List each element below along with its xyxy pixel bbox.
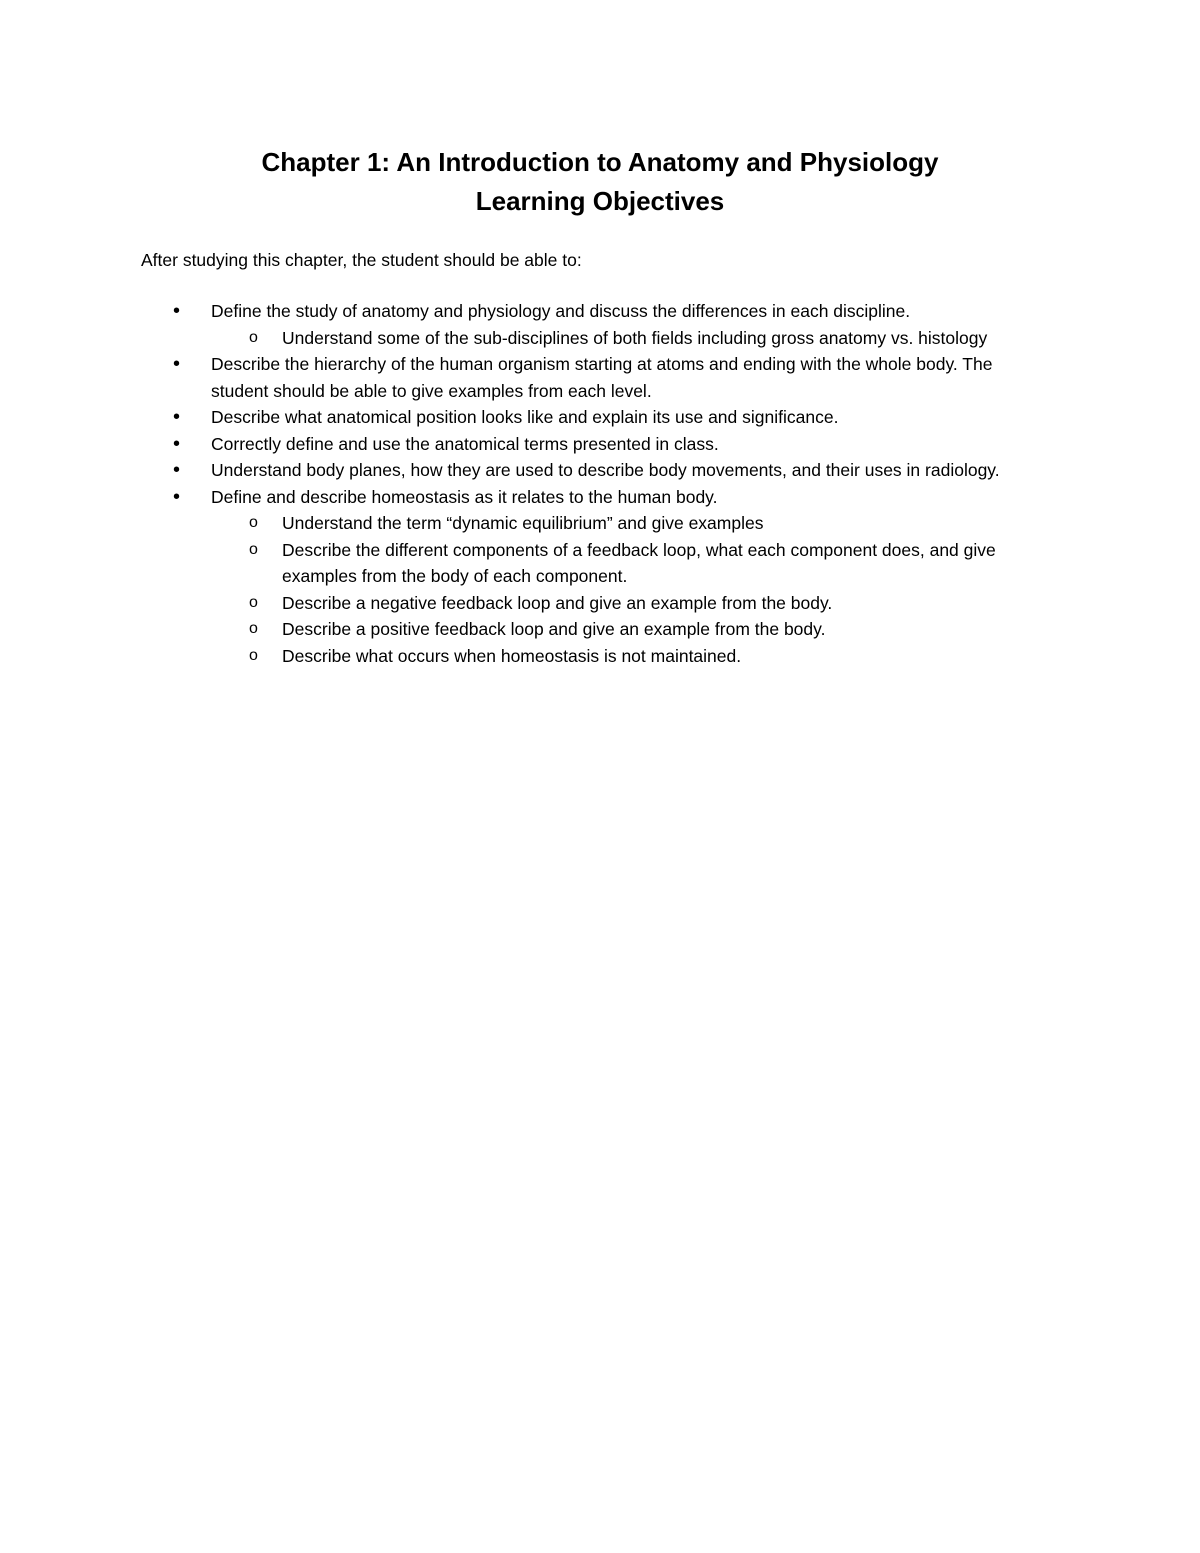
sub-objective-item — [0, 643, 1057, 670]
sub-objective-item — [0, 537, 1057, 590]
sub-bullet-marker: o — [249, 514, 258, 531]
sub-objective-item — [0, 510, 1057, 537]
chapter-title: Chapter 1: An Introduction to Anatomy and Physiology — [261, 147, 939, 177]
objective-item — [0, 431, 1041, 458]
section-title: Learning Objectives — [475, 186, 725, 216]
objective-text: Describe what anatomical position looks like and explain its use and significance. — [211, 407, 839, 427]
sub-bullet-marker: o — [249, 540, 258, 558]
objective-text: Describe a positive feedback loop and give an example from the body. — [282, 619, 826, 639]
bullet-marker: • — [173, 406, 181, 428]
objective-text: Correctly define and use the anatomical terms presented in class. — [211, 433, 719, 454]
objective-item — [0, 351, 1041, 404]
objective-text: Understand the term “dynamic equilibrium” and give examples — [282, 513, 764, 533]
sub-objective-item — [0, 590, 1057, 617]
sub-objective-item — [0, 325, 1057, 352]
objective-text: Define and describe homeostasis as it relates to the human body. — [211, 486, 718, 507]
sub-bullet-marker: o — [249, 620, 258, 637]
sub-bullet-marker: o — [249, 593, 258, 611]
bullet-marker: • — [173, 459, 181, 481]
objective-text: Describe a negative feedback loop and give an example from the body. — [282, 592, 833, 613]
bullet-marker: • — [173, 300, 181, 322]
bullet-marker: • — [173, 432, 181, 455]
document-title — [0, 143, 1200, 221]
objective-text: Understand some of the sub-disciplines of both fields including gross anatomy vs. histology — [282, 327, 988, 348]
objective-text: Understand body planes, how they are used to describe body movements, and their uses in radiology. — [211, 460, 1000, 480]
objective-item — [0, 298, 1041, 325]
objective-text: Describe the different components of a feedback loop, what each component does, and give examples from the body of each component. — [282, 539, 996, 586]
objective-item — [0, 404, 1041, 431]
sub-objective-item — [0, 616, 1057, 643]
objectives-list — [0, 298, 1200, 669]
sub-bullet-marker: o — [249, 646, 258, 664]
objective-text: Describe what occurs when homeostasis is not maintained. — [282, 645, 742, 666]
objective-item — [0, 484, 1041, 511]
objective-text: Describe the hierarchy of the human organism starting at atoms and ending with the whole body. The student should be able to give examples from each level. — [211, 354, 993, 401]
intro-text: After studying this chapter, the student should be able to: — [141, 250, 582, 270]
bullet-marker: • — [173, 353, 181, 375]
sub-bullet-marker: o — [249, 328, 258, 346]
objective-text: Define the study of anatomy and physiology and discuss the differences in each discipline. — [211, 301, 911, 321]
bullet-marker: • — [173, 485, 181, 508]
objective-item — [0, 457, 1041, 484]
